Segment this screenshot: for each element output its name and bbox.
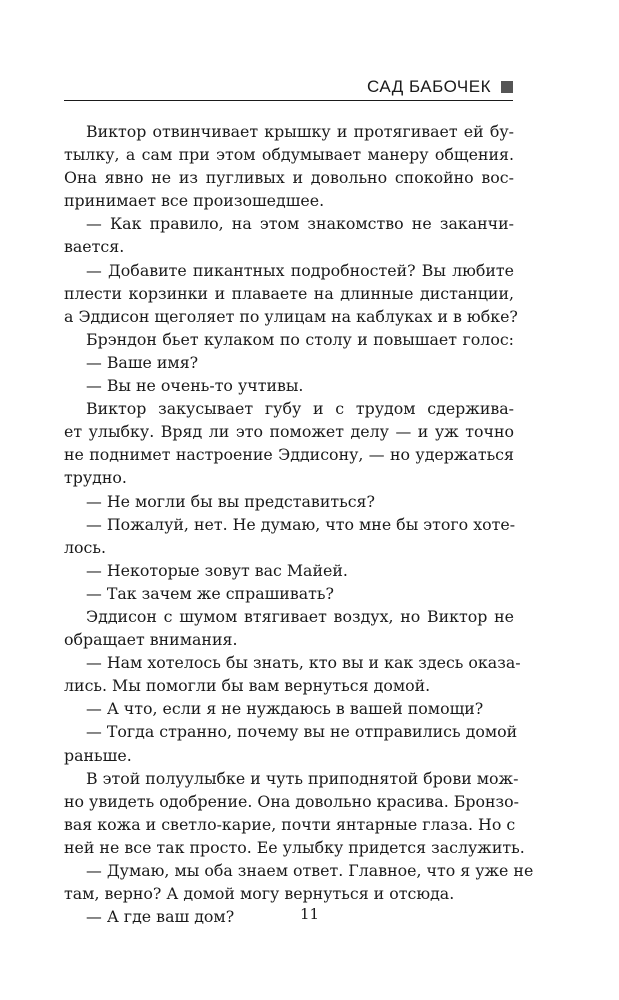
text-line: вается. [64,237,125,257]
text-line: В этой полуулыбке и чуть приподнятой брови мож- [86,768,519,788]
text-line: — Нам хотелось бы знать, кто вы и как здесь оказа- [86,653,521,673]
text-line: вая кожа и светло-карие, почти янтарные глаза. Но с [64,814,516,834]
body-text [64,120,534,928]
running-header [64,74,513,101]
text-line: лось. [64,537,107,557]
text-line: — А что, если я не нуждаюсь в вашей помощи? [86,699,484,719]
text-line: Виктор отвинчивает крышку и протягивает ей бу- [86,122,514,141]
text-line: — Думаю, мы оба знаем ответ. Главное, что я уже не [86,861,534,880]
text-line: плести корзинки и плаваете на длинные дистанции, [64,283,514,303]
text-line: — Тогда странно, почему вы не отправились домой [86,722,518,742]
text-line: Брэндон бьет кулаком по столу и повышает голос: [86,329,514,349]
text-line: — Ваше имя? [86,352,199,372]
text-line: — А где ваш дом? [86,907,235,927]
text-line: а Эддисон щеголяет по улицам на каблуках и в юбке? [64,306,518,326]
text-line: Виктор закусывает губу и с трудом сдерживa- [86,399,514,419]
text-line: — Вы не очень-то учтивы. [86,376,304,396]
running-title: САД БАБОЧЕК [366,77,491,96]
text-line: Эддисон с шумом втягивает воздух, но Виктор не [86,606,514,626]
text-line: ней не все так просто. Ее улыбку придется заслужить. [64,837,525,857]
text-line: не поднимет настроение Эддисону, — но удержаться [64,445,514,465]
text-line: тылку, а сам при этом обдумывает манеру общения. [64,145,514,165]
text-line: — Не могли бы вы представиться? [86,491,375,511]
text-line: — Так зачем же спрашивать? [86,583,334,603]
page-number: 11 [299,905,320,923]
text-line: трудно. [64,468,127,488]
text-line: Она явно не из пугливых и довольно спокойно вос- [64,168,514,188]
square-marker-icon [501,81,513,93]
text-line: — Как правило, на этом знакомство не заканчи- [86,214,514,234]
text-line: лись. Мы помогли бы вам вернуться домой. [64,676,431,696]
text-line: ет улыбку. Вряд ли это поможет делу — и уж точно [64,422,514,442]
text-line: но увидеть одобрение. Она довольно красива. Бронзо- [64,791,519,811]
text-line: там, верно? А домой могу вернуться и отсюда. [64,884,455,904]
text-line: — Пожалуй, нет. Не думаю, что мне бы этого хоте- [86,514,516,534]
text-line: — Добавите пикантных подробностей? Вы любите [86,260,514,280]
text-line: раньше. [64,745,132,765]
text-line: — Некоторые зовут вас Майей. [86,560,348,580]
text-line: принимает все произошедшее. [64,191,325,211]
text-line: обращает внимания. [64,630,238,650]
